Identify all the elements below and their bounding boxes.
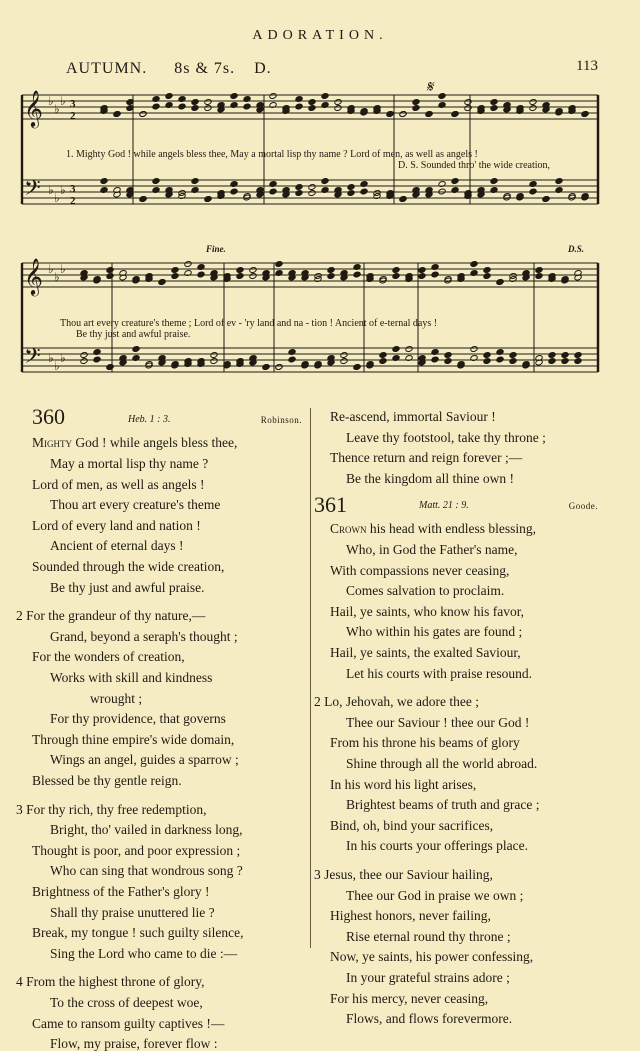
treble-note — [392, 273, 400, 280]
bass-note — [340, 358, 348, 365]
bass-note — [529, 188, 537, 195]
treble-note — [191, 99, 199, 106]
tune-key: D. — [254, 60, 272, 77]
verse-line: Lord of every land and nation ! — [32, 517, 201, 533]
treble-note — [334, 105, 342, 112]
time-signature: 2 — [70, 110, 76, 122]
bass-note — [509, 358, 517, 365]
bass-note — [548, 358, 556, 365]
verse-line: Brightest beams of truth and grace ; — [346, 797, 540, 813]
treble-note — [496, 279, 504, 286]
treble-note — [113, 111, 121, 118]
verse-line: Thou art every creature's theme — [50, 497, 221, 513]
verse-line: To the cross of deepest woe, — [50, 995, 203, 1010]
bass-note — [321, 178, 329, 185]
bass-note — [444, 358, 452, 365]
verse-line: With compassions never ceasing, — [330, 562, 510, 578]
verse-line: Flow, my praise, forever flow : — [50, 1036, 218, 1051]
bass-note — [548, 352, 556, 359]
first-word: Mighty — [32, 435, 72, 450]
bass-note — [360, 188, 368, 195]
verse-line: From his throne his beams of glory — [330, 735, 520, 751]
treble-note — [230, 93, 238, 100]
treble-note — [327, 273, 335, 280]
verse-line: Bind, oh, bind your sacrifices, — [330, 817, 494, 833]
bass-note — [100, 178, 108, 185]
treble-note — [204, 105, 212, 112]
hymn-361-first-line — [330, 522, 536, 536]
treble-note — [236, 273, 244, 280]
bass-note — [483, 352, 491, 359]
bass-note — [496, 356, 504, 363]
verse-line: Rise eternal round thy throne ; — [346, 928, 511, 944]
bass-note — [483, 358, 491, 365]
bass-note — [340, 352, 348, 359]
flat-sign: ♭ — [48, 262, 54, 276]
treble-note — [191, 105, 199, 112]
treble-note — [197, 271, 205, 278]
flat-sign: ♭ — [54, 359, 60, 373]
ds-marker: D.S. — [568, 244, 585, 254]
bass-note — [347, 190, 355, 197]
treble-note — [152, 103, 160, 110]
treble-note — [535, 273, 543, 280]
treble-note — [106, 273, 114, 280]
treble-note — [581, 111, 589, 118]
verse-line: In his word his light arises, — [330, 776, 477, 792]
treble-clef: 𝄞 — [24, 257, 43, 295]
bass-note — [561, 358, 569, 365]
first-line-rest: his head with endless blessing, — [366, 521, 536, 536]
verse-line: Let his courts with praise resound. — [346, 665, 532, 681]
verse-line: Leave thy footstool, take thy throne ; — [346, 429, 546, 445]
hymn-number: 361 — [314, 492, 347, 517]
treble-note — [490, 105, 498, 112]
bass-note — [399, 196, 407, 203]
verse-line: Highest honors, never failing, — [330, 908, 491, 924]
hymn-author: Robinson. — [260, 415, 302, 425]
treble-note — [483, 267, 491, 274]
bass-note — [438, 188, 446, 195]
bass-note — [574, 358, 582, 365]
bass-note — [574, 352, 582, 359]
flat-sign: ♭ — [60, 351, 66, 365]
verse-line: Sounded through the wide creation, — [32, 559, 225, 574]
verse-line: Hail, ye saints, the exalted Saviour, — [330, 645, 521, 660]
bass-note — [444, 352, 452, 359]
bass-note — [269, 188, 277, 195]
bass-clef: 𝄢 — [24, 344, 41, 374]
treble-note — [327, 267, 335, 274]
bass-note — [308, 190, 316, 197]
verse-line: Now, ye saints, his power confessing, — [330, 949, 534, 965]
treble-note — [178, 103, 186, 110]
treble-note — [334, 99, 342, 106]
verse-line: Be thy just and awful praise. — [50, 579, 205, 595]
bass-note — [139, 196, 147, 203]
treble-note — [139, 111, 147, 118]
bass-note — [204, 196, 212, 203]
page-title: ADORATION. — [252, 28, 388, 43]
time-signature: 2 — [70, 195, 76, 207]
bass-note — [470, 346, 478, 353]
treble-note — [529, 99, 537, 106]
bass-note — [405, 346, 413, 353]
verse-line: Re-ascend, immortal Saviour ! — [330, 409, 496, 424]
treble-note — [464, 105, 472, 112]
verse-line: Thought is poor, and poor expression ; — [32, 842, 241, 858]
verse-line: Works with skill and kindness — [50, 670, 213, 685]
bass-clef: 𝄢 — [24, 176, 41, 206]
treble-note — [392, 267, 400, 274]
bass-note — [210, 352, 218, 359]
treble-note — [425, 111, 433, 118]
verse-line: Comes salvation to proclaim. — [346, 583, 505, 599]
bass-note — [542, 196, 550, 203]
treble-note — [204, 99, 212, 106]
fine-marker: Fine. — [206, 244, 226, 254]
treble-note — [165, 93, 173, 100]
treble-note — [529, 105, 537, 112]
verse-line: 2 For the grandeur of thy nature,— — [16, 608, 206, 624]
flat-sign: ♭ — [54, 191, 60, 205]
hymn-number: 360 — [32, 404, 65, 429]
verse-line: Brightness of the Father's glory ! — [32, 884, 210, 899]
verse-line: Break, my tongue ! such guilty silence, — [32, 925, 244, 941]
bass-note — [295, 190, 303, 197]
flat-sign: ♭ — [60, 94, 66, 108]
bass-note — [152, 178, 160, 185]
treble-note — [249, 267, 257, 274]
treble-note — [451, 111, 459, 118]
treble-note — [308, 99, 316, 106]
bass-note — [262, 364, 270, 371]
segno-icon: 𝄋 — [426, 79, 433, 96]
bass-note — [288, 356, 296, 363]
verse-line: In your grateful strains adore ; — [346, 970, 510, 985]
treble-note — [321, 93, 329, 100]
verse-line: Grand, beyond a seraph's thought ; — [50, 628, 238, 644]
treble-clef: 𝄞 — [24, 89, 43, 127]
treble-note — [399, 111, 407, 118]
score-lyric-line-2: Thou art every creature's theme ; Lord of ev - 'ry land and na - tion ! Ancient of e-ternal days ! — [60, 318, 438, 329]
treble-note — [236, 267, 244, 274]
hymn-360-heading — [32, 404, 302, 430]
verse-line: Thee our Saviour ! thee our God ! — [346, 714, 530, 730]
treble-note — [106, 267, 114, 274]
treble-note — [418, 273, 426, 280]
tune-meter: 8s & 7s. — [174, 60, 236, 77]
verse-line: Thence return and reign forever ;— — [330, 450, 523, 466]
bass-note — [308, 184, 316, 191]
flat-sign: ♭ — [48, 351, 54, 365]
bass-note — [80, 352, 88, 359]
bass-note — [490, 178, 498, 185]
flat-sign: ♭ — [60, 262, 66, 276]
bass-note — [80, 358, 88, 365]
treble-note — [470, 261, 478, 268]
treble-note — [353, 271, 361, 278]
flat-sign: ♭ — [48, 183, 54, 197]
tune-name: AUTUMN. — [66, 60, 148, 77]
treble-note — [171, 273, 179, 280]
treble-note — [249, 273, 257, 280]
treble-note — [295, 103, 303, 110]
verse-line: Who, in God the Father's name, — [346, 542, 518, 557]
verse-line: Hail, ye saints, who know his favor, — [330, 603, 525, 619]
bass-note — [230, 188, 238, 195]
bass-note — [509, 352, 517, 359]
treble-note — [412, 99, 420, 106]
music-score — [0, 0, 640, 400]
treble-note — [438, 93, 446, 100]
treble-note — [308, 105, 316, 112]
verse-line: May a mortal lisp thy name ? — [50, 456, 209, 471]
verse-line: In his courts your offerings place. — [346, 838, 528, 854]
verse-line: 3 For thy rich, thy free redemption, — [16, 801, 207, 817]
hymn-361-heading — [314, 492, 598, 518]
verse-line: Who can sing that wondrous song ? — [50, 863, 243, 879]
treble-note — [464, 99, 472, 106]
flat-sign: ♭ — [48, 94, 54, 108]
bass-note — [275, 364, 283, 371]
score-lyric-line-3: Be thy just and awful praise. — [76, 329, 191, 340]
verse-line: Be the kingdom all thine own ! — [346, 470, 514, 486]
first-word: Crown — [330, 521, 367, 536]
treble-note — [269, 93, 277, 100]
treble-note — [490, 99, 498, 106]
bass-note — [210, 358, 218, 365]
time-signature: 3 — [70, 183, 76, 195]
scripture-reference: Heb. 1 : 3. — [128, 414, 171, 425]
verse-line: For thy providence, that governs — [50, 711, 226, 727]
bass-note — [106, 364, 114, 371]
verse-line: Ancient of eternal days ! — [50, 538, 184, 554]
treble-note — [412, 105, 420, 112]
flat-sign: ♭ — [54, 102, 60, 116]
bass-note — [295, 184, 303, 191]
verse-line: Lord of men, as well as angels ! — [32, 476, 205, 492]
bass-note — [431, 356, 439, 363]
bass-note — [347, 184, 355, 191]
verse-line: For his mercy, never ceasing, — [330, 990, 489, 1006]
verse-line: Thee our God in praise we own ; — [346, 887, 524, 903]
hymn-author: Goode. — [568, 501, 598, 511]
treble-note — [243, 103, 251, 110]
verse-line: Wings an angel, guides a sparrow ; — [50, 752, 239, 768]
bass-note — [561, 352, 569, 359]
bass-note — [132, 346, 140, 353]
treble-note — [275, 261, 283, 268]
verse-line: Sing the Lord who came to die :— — [50, 945, 238, 961]
page-number: 113 — [576, 58, 598, 74]
verse-line: Shall thy praise unuttered lie ? — [50, 904, 215, 920]
bass-note — [379, 358, 387, 365]
treble-note — [431, 271, 439, 278]
treble-note — [418, 267, 426, 274]
verse-line: Shine through all the world abroad. — [346, 756, 538, 771]
verse-line: 3 Jesus, thee our Saviour hailing, — [314, 867, 493, 882]
verse-line: Through thine empire's wide domain, — [32, 731, 235, 747]
hymn-360-first-line — [32, 436, 237, 450]
verse-line: Bright, tho' vailed in darkness long, — [50, 822, 243, 838]
verse-line: 2 Lo, Jehovah, we adore thee ; — [314, 694, 479, 710]
time-signature: 3 — [70, 98, 76, 110]
bass-note — [451, 178, 459, 185]
verse-line: 4 From the highest throne of glory, — [16, 974, 205, 990]
treble-note — [483, 273, 491, 280]
verse-line: For the wonders of creation, — [32, 649, 185, 665]
bass-note — [379, 352, 387, 359]
scripture-reference: Matt. 21 : 9. — [419, 500, 469, 511]
verse-line: Blessed be thy gentle reign. — [32, 773, 182, 788]
treble-note — [171, 267, 179, 274]
treble-note — [158, 279, 166, 286]
score-lyric-line-1: 1. Mighty God ! while angels bless thee, May a mortal lisp thy name ? Lord of men, as well as angels ! — [66, 149, 478, 160]
treble-note — [184, 261, 192, 268]
verse-line: Came to ransom guilty captives !— — [32, 1015, 225, 1031]
bass-note — [392, 346, 400, 353]
verse-line: Who within his gates are found ; — [346, 624, 523, 640]
bass-note — [555, 178, 563, 185]
verse-line: wrought ; — [90, 690, 143, 706]
treble-note — [535, 267, 543, 274]
score-ds-lyric: D. S. Sounded thro' the wide creation, — [398, 160, 551, 171]
flat-sign: ♭ — [54, 270, 60, 284]
column-divider — [310, 408, 311, 948]
bass-note — [93, 356, 101, 363]
bass-note — [191, 178, 199, 185]
first-line-rest: God ! while angels bless thee, — [72, 435, 238, 450]
flat-sign: ♭ — [60, 183, 66, 197]
treble-note — [386, 111, 394, 118]
bass-note — [353, 364, 361, 371]
verse-line: Flows, and flows forevermore. — [346, 1011, 513, 1027]
